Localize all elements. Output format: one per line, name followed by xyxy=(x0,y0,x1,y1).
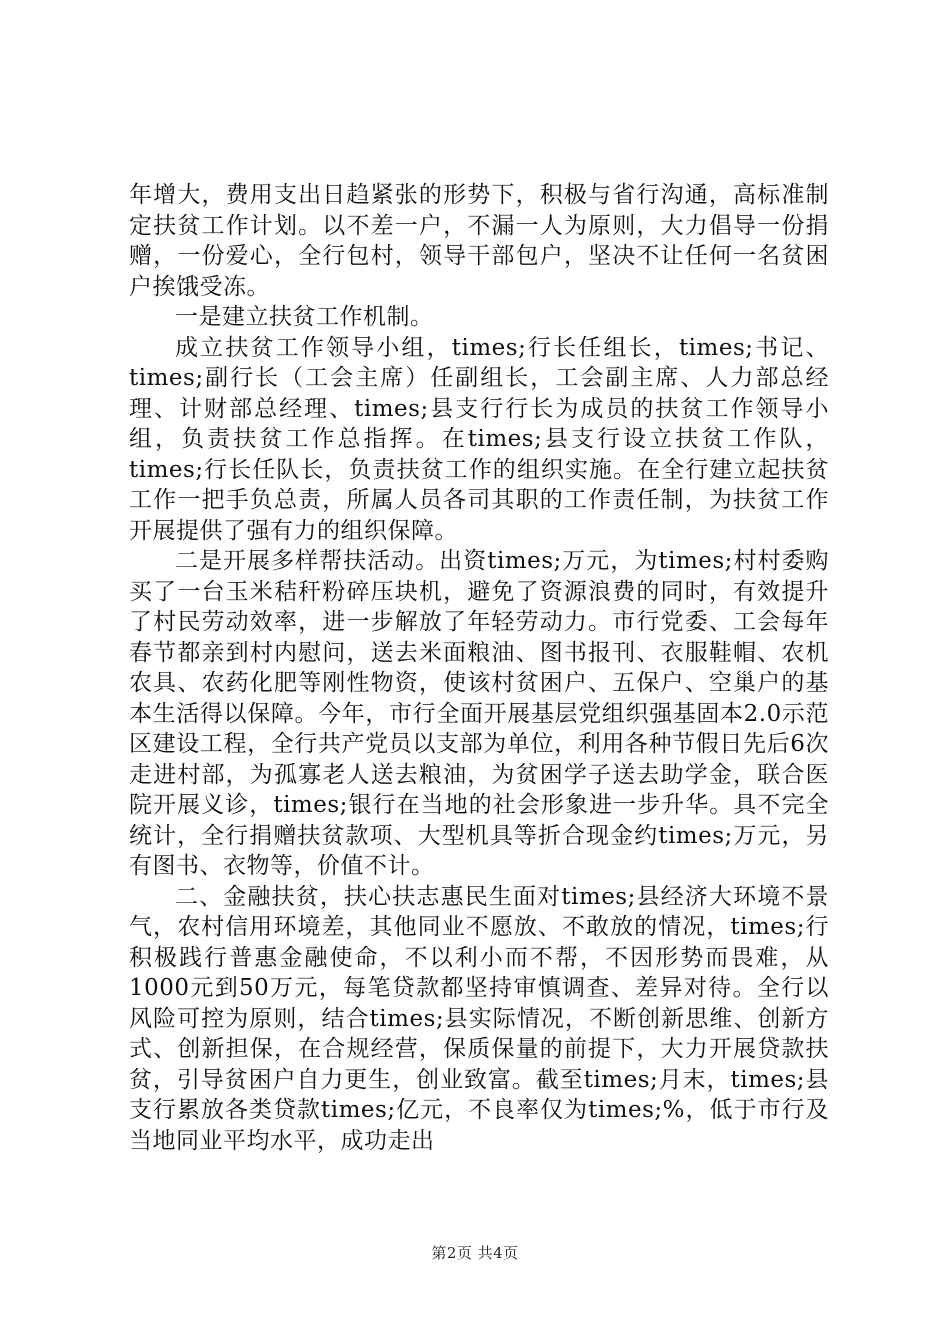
paragraph-continuation: 年增大，费用支出日趋紧张的形势下，积极与省行沟通，高标准制定扶贫工作计划。以不差一户，不漏一人为原则，大力倡导一份捐赠，一份爱心，全行包村，领导干部包户，坚决不让任何一名贫困户挨饿受冻。 xyxy=(129,182,829,300)
page-footer: 第2页 共4页 xyxy=(431,1244,519,1262)
document-body xyxy=(129,180,829,1156)
paragraph-leadership-group: 成立扶贫工作领导小组，times;行长任组长，times;书记、times;副行长（工会主席）任副组长，工会副主席、人力部总经理、计财部总经理、times;县支行行长为成员的扶贫工作领导小组，负责扶贫工作总指挥。在times;县支行设立扶贫工作队，times;行长任队长，负责扶贫工作的组织实施。在全行建立起扶贫工作一把手负总责，所属人员各司其职的工作责任制，为扶贫工作开展提供了强有力的组织保障。 xyxy=(129,334,829,544)
paragraph-assistance-activities: 二是开展多样帮扶活动。出资times;万元，为times;村村委购买了一台玉米秸秆粉碎压块机，避免了资源浪费的同时，有效提升了村民劳动效率，进一步解放了年轻劳动力。市行党委、工会每年春节都亲到村内慰问，送去米面粮油、图书报刊、衣服鞋帽、农机农具、农药化肥等刚性物资，使该村贫困户、五保户、空巢户的基本生活得以保障。今年，市行全面开展基层党组织强基固本2.0示范区建设工程，全行共产党员以支部为单位，利用各种节假日先后6次走进村部，为孤寡老人送去粮油，为贫困学子送去助学金，联合医院开展义诊，times;银行在当地的社会形象进一步升华。具不完全统计，全行捐赠扶贫款项、大型机具等折合现金约times;万元，另有图书、衣物等，价值不计。 xyxy=(129,548,829,879)
paragraph-financial-poverty-relief: 二、金融扶贫，扶心扶志惠民生面对times;县经济大环境不景气，农村信用环境差，其他同业不愿放、不敢放的情况，times;行积极践行普惠金融使命，不以利小而不帮，不因形势而畏难，从1000元到50万元，每笔贷款都坚持审慎调查、差异对待。全行以风险可控为原则，结合times;县实际情况，不断创新思维、创新方式、创新担保，在合规经营，保质保量的前提下，大力开展贷款扶贫，引导贫困户自力更生，创业致富。截至times;月末，times;县支行累放各类贷款times;亿元，不良率仅为times;%，低于市行及当地同业平均水平，成功走出 xyxy=(129,883,829,1154)
paragraph-heading-mechanism: 一是建立扶贫工作机制。 xyxy=(175,304,434,330)
